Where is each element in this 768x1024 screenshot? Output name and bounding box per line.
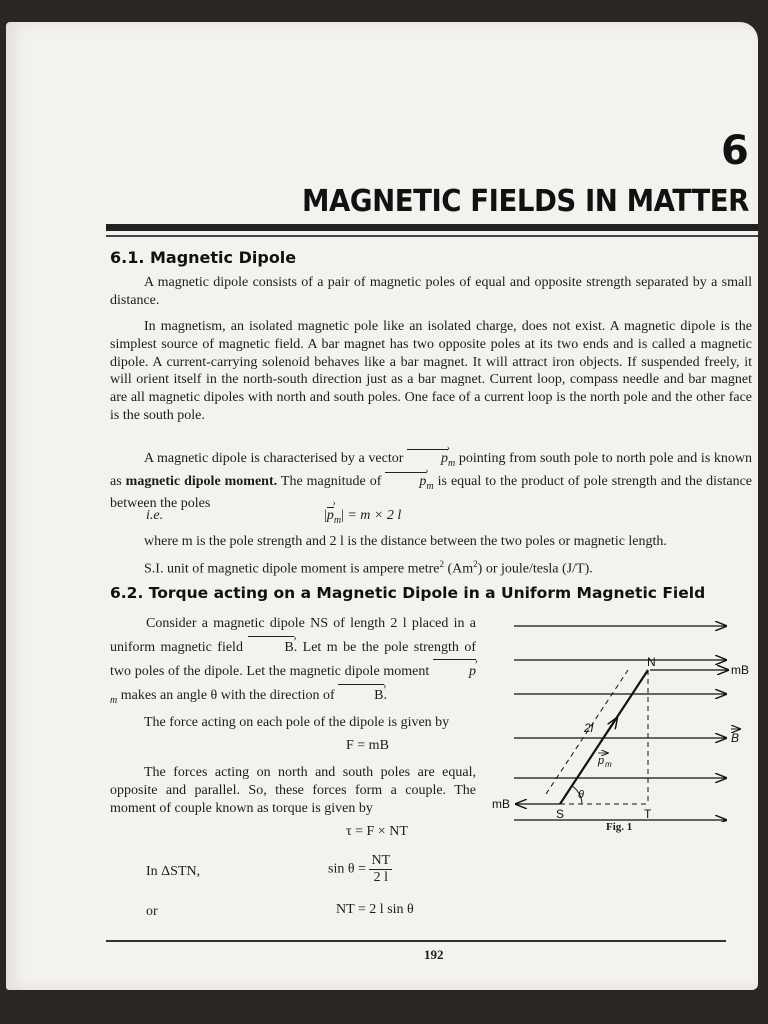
label-mB-left: mB: [492, 797, 510, 811]
dipole-figure: [484, 612, 754, 822]
figure-caption: Fig. 1: [606, 821, 633, 833]
text-fragment: (Am: [447, 561, 474, 577]
title-rule-thin: [106, 235, 758, 237]
chapter-title: MAGNETIC FIELDS IN MATTER: [302, 184, 749, 219]
vector-subscript: m: [448, 457, 456, 469]
superscript: 2: [473, 559, 478, 569]
label-mB-right: mB: [731, 663, 749, 677]
text-fragment: Consider a magnetic dipole NS of length 2 l placed in a uniform magnetic field: [110, 616, 476, 655]
vector-subscript: m: [333, 514, 342, 526]
text-fragment: S.I. unit of magnetic dipole moment is ampere metre: [144, 561, 440, 577]
bold-term: magnetic dipole moment.: [125, 473, 278, 489]
label-pm-subscript: m: [605, 760, 612, 769]
fraction-denominator: 2 l: [373, 870, 388, 885]
equation-sin: [328, 853, 392, 886]
equation-torque: τ = F × NT: [346, 824, 408, 839]
equation-force: F = mB: [346, 738, 389, 753]
textbook-page: [6, 22, 758, 990]
label-S: S: [556, 807, 565, 821]
paragraph-consider: [110, 612, 476, 713]
text-fragment: . Let m be the pole strength of two poles of the dipole. Let the magnetic dipole moment: [110, 640, 477, 679]
fraction: [369, 853, 392, 886]
label-2l: 2l: [584, 721, 594, 735]
paragraph-where: where m is the pole strength and 2 l is the distance between the two poles or magnetic length.: [144, 534, 667, 549]
vector-B: B ›: [248, 636, 293, 660]
title-rule-thick: [106, 224, 758, 231]
in-stn-label: In ΔSTN,: [146, 864, 201, 879]
ie-label: i.e.: [146, 508, 164, 523]
chapter-number: 6: [721, 128, 749, 174]
label-pm: p: [598, 755, 605, 767]
vector-pm: p ›: [327, 508, 334, 524]
text-fragment: pointing from south pole to north pole and is known as: [110, 451, 753, 489]
section-heading-6-2: 6.2. Torque acting on a Magnetic Dipole in a Uniform Magnetic Field: [110, 584, 706, 602]
equation-lhs: sin θ =: [328, 861, 366, 877]
pm-arrow: [608, 718, 617, 732]
text-fragment: ) or joule/tesla (J/T).: [477, 561, 593, 577]
equation-pm-magnitude: |p $›_m| = m \times 2$ l: [324, 508, 401, 526]
text-fragment: A magnetic dipole is characterised by a vector: [144, 451, 404, 466]
paragraph-dipole-moment: [110, 450, 752, 513]
or-label: or: [146, 904, 158, 919]
paragraph-magnetism: In magnetism, an isolated magnetic pole like an isolated charge, does not exist. A magnetic dipole is the simplest source of magnetic field. A bar magnet has two opposite poles at its two ends and is called a magnetic dipole. A current-carrying solenoid behaves like a bar magnet. It will attract iron objects. If suspended freely, it will orient itself in the north-south direction just as a bar magnet. Current loop, compass needle and bar magnet are all magnetic dipoles with north and south poles. One face of a current loop is the north pole and the other face is the south pole.: [110, 319, 752, 423]
equation-rhs: = m × 2 l: [347, 508, 402, 523]
vector-subscript: m: [110, 694, 118, 706]
dipole-line: [560, 670, 648, 804]
vector-pm: p ›: [385, 473, 426, 491]
label-B: B: [731, 731, 740, 745]
text-fragment: makes an angle θ with the direction of: [120, 688, 335, 703]
vector-B: B ›: [338, 684, 383, 708]
section-heading-6-1: 6.1. Magnetic Dipole: [110, 248, 297, 267]
label-N: N: [647, 655, 656, 669]
footer-rule: [106, 940, 726, 942]
page-number: 192: [424, 947, 444, 962]
text-fragment: is equal to the product of pole strength and the distance between the poles: [110, 473, 753, 512]
text-fragment: The magnitude of: [280, 473, 382, 489]
vector-subscript: m: [426, 480, 434, 492]
label-T: T: [644, 807, 652, 821]
text-fragment: .: [383, 688, 387, 703]
equation-nt: NT = 2 l sin θ: [336, 902, 414, 917]
label-theta: θ: [578, 789, 584, 801]
paragraph-force: The force acting on each pole of the dipole is given by: [144, 715, 450, 730]
vector-pm: p ›: [407, 450, 448, 468]
fraction-numerator: NT: [371, 853, 391, 868]
paragraph-couple: The forces acting on north and south poles are equal, opposite and parallel. So, these forces form a couple. The moment of couple known as torque is given by: [110, 765, 476, 816]
superscript: 2: [439, 559, 444, 569]
paragraph-dipole-definition: A magnetic dipole consists of a pair of magnetic poles of equal and opposite strength separated by a small distance.: [110, 275, 752, 308]
paragraph-si-unit: [110, 556, 752, 578]
vector-pm: p ›: [433, 660, 476, 684]
